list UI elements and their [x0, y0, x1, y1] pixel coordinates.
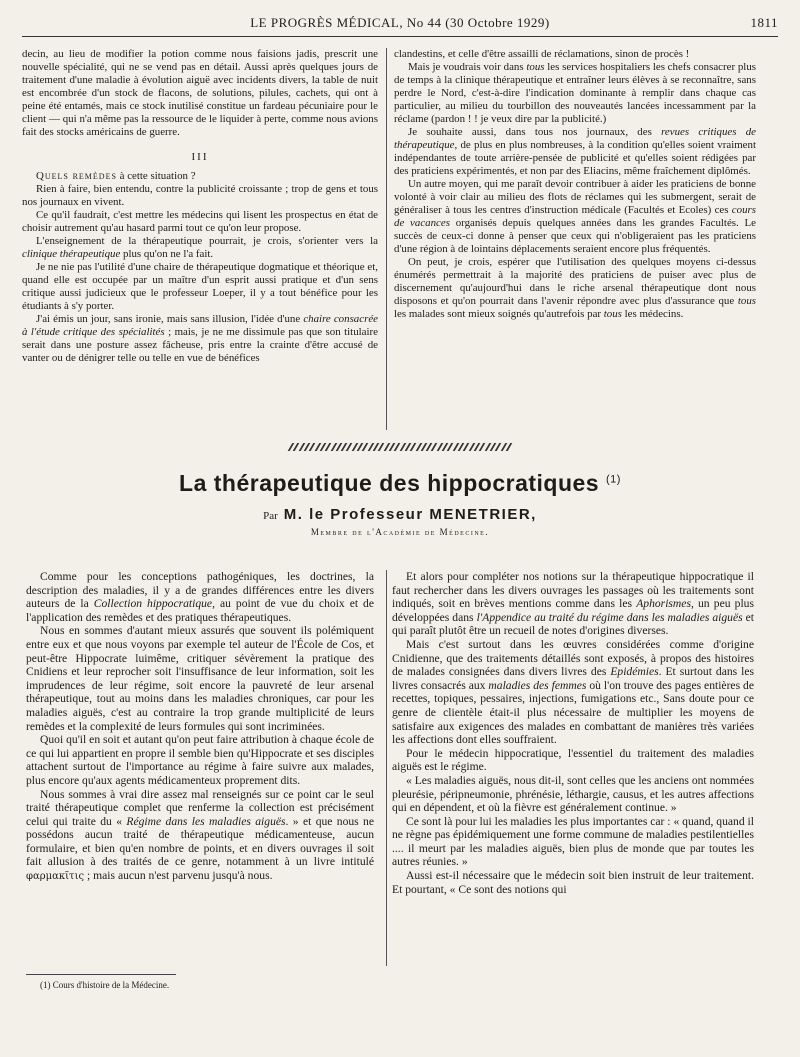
- paragraph: Mais je voudrais voir dans tous les services hospitaliers les chefs consacrer plus de temps à la clinique thérapeutique et entraîner leurs élèves à se reconnaître, sans perdre le Nord, c'est-à-dire l'indication dominante à remplir dans chaque cas particulier, au milieu du tourbillon des nouveautés lancées incessamment par la réclame (pardon ! ! je veux dire par la publicité.): [394, 61, 756, 125]
- top-left-column: [22, 48, 378, 365]
- running-head: [22, 12, 778, 37]
- byline: Par M. le Professeur MENETRIER,: [263, 506, 537, 523]
- paragraph: Quoi qu'il en soit et autant qu'on peut faire attribution à chaque école de ce qui lui appartient en propre il semble bien qu'Hippocrate et ses disciples attachent surtout de l'importance au régime à faire suivre aux malades, plus encore qu'aux agents médicamenteux proprement dits.: [26, 733, 374, 787]
- paragraph: L'enseignement de la thérapeutique pourrait, je crois, s'orienter vers la clinique thérapeutique plus qu'on ne l'a fait.: [22, 235, 378, 260]
- paragraph: Nous sommes à vrai dire assez mal renseignés sur ce point car le seul traité thérapeutique complet que renferme la collection est précisément celui qui traite du « Régime dans les maladies aiguës. » et que nous ne possédons aucun traité de thérapeutique médicamenteuse, aucun formulaire, et bien qu'en nombre de points, et en divers ouvrages il soit fait allusion à des traités de ce genre, notamment à un livre intitulé φαρμακῖτις ; mais aucun n'est parvenu jusqu'à nous.: [26, 787, 375, 883]
- paragraph: Un autre moyen, qui me paraît devoir contribuer à aider les praticiens de bonne volonté à voir clair au milieu des flots de réclames qui les submergent, serait de généraliser à tous les centres d'instruction médicale (Facultés et Ecoles) ces cours de vacances organisés depuis quelques années dans les grandes Facultés. Le succès de ceux-ci donne à penser que ceux qui n'obligeraient pas les praticiens d'une région à de lointains déplacements seraient encore plus fréquentés.: [394, 178, 756, 255]
- paragraph: Je ne nie pas l'utilité d'une chaire de thérapeutique dogmatique et théorique et, quand elle est occupée par un maître d'un esprit aussi pratique et d'un sens critique aussi judicieux que le professeur Loeper, il y a tout bénéfice pour les étudiants à s'y porter.: [22, 261, 378, 312]
- paragraph: Comme pour les conceptions pathogéniques, les doctrines, la description des maladies, il y a de grandes différences entre les divers auteurs de la Collection hippocratique, au point de vue du choix et de l'application des remèdes et des pratiques thérapeutiques.: [26, 570, 374, 624]
- paragraph: Rien à faire, bien entendu, contre la publicité croissante ; trop de gens et tous nos journaux en vivent.: [22, 183, 378, 208]
- paragraph: J'ai émis un jour, sans ironie, mais sans illusion, l'idée d'une chaire consacrée à l'étude critique des spécialités ; mais, je ne me dissimule pas que son titulaire serait dans une posture assez fâcheuse, pris entre la crainte d'être accusé de vanter ou de dénigrer telle ou telle en vue de bénéfices: [22, 313, 378, 364]
- footnote-marker: (1): [606, 473, 621, 486]
- paragraph: Nous en sommes d'autant mieux assurés que souvent ils polémiquent entre eux et que nous voyons par exemple tel auteur de l'École de Cos, et peut-être Hippocrate luimême, critiquer sévèrement la pratique des Cnidiens et leur reprocher soit l'insuffisance de leur information, soit les imprudences de leur régime, soit encore la pauvreté de leur arsenal thérapeutique, tout au moins dans les maladies chroniques, car pour les maladies aiguës, c'est au contraire la trop grande multiplicité de leurs remèdes et la complexité de leurs formules qui sont incriminées.: [26, 624, 374, 733]
- column-rule-top: [386, 48, 387, 430]
- footnote: (1) Cours d'histoire de la Médecine.: [40, 980, 170, 990]
- bottom-right-column: [392, 570, 754, 896]
- paragraph: Je souhaite aussi, dans tous nos journaux, des revues critiques de thérapeutique, de plus en plus nombreuses, à la condition qu'elles soient vraiment indépendantes de toute arrière-pensée de publicité et qu'elles soient rédigées par des praticiens expérimentés, et non par des Eliacins, même fraîchement diplômés.: [394, 126, 756, 177]
- section-number: III: [191, 151, 209, 163]
- paragraph: Quels remèdes à cette situation ?: [36, 170, 196, 182]
- paragraph: clandestins, et celle d'être assailli de réclamations, sinon de procès !: [394, 48, 690, 60]
- ornamental-divider: [290, 443, 510, 453]
- paragraph: Pour le médecin hippocratique, l'essentiel du traitement des maladies aiguës est le régime.: [392, 746, 754, 774]
- paragraph: On peut, je crois, espérer que l'utilisation des quelques moyens ci-dessus énumérés permettrait à la majorité des praticiens de puiser avec plus de discernement qu'aujourd'hui dans le riche arsenal thérapeutique dont nous disposons et qu'on pourrait dans l'avenir répondre avec plus d'assurance que tous les malades sont mieux soignés qu'autrefois par tous les médecins.: [394, 256, 756, 320]
- paragraph: decin, au lieu de modifier la potion comme nous faisions jadis, prescrit une nouvelle spécialité, qui ne se vend pas en détail. Aussi après quelques jours de traitement d'une maladie à évolution aiguë avec incidents divers, la table de nuit est encombrée d'un stock de flacons, de solutions, pilules, cachets, qui ont à peine été entamés, mais ce stock inutilisé constitue un fardeau pécuniaire pour le client — qui n'a même pas la ressource de le liquider à perte, comme nous avions fait des stocks américains de guerre.: [22, 48, 378, 138]
- paragraph: Et alors pour compléter nos notions sur la thérapeutique hippocratique il faut rechercher dans les divers ouvrages les passages où les traitements sont indiqués, soit en brèves mentions comme dans les Aphorismes, un peu plus développées dans l'Appendice au traité du régime dans les maladies aiguës et qui paraît plutôt être un recueil de notes d'origines diverses.: [392, 570, 754, 638]
- author-name: M. le Professeur MENETRIER,: [283, 506, 537, 523]
- article-title: La thérapeutique des hippocratiques $^{(1)}$: [179, 470, 621, 496]
- paragraph: Aussi est-il nécessaire que le médecin soit bien instruit de leur traitement. Et pourtant, « Ce sont des notions qui: [392, 869, 754, 896]
- journal-title: LE PROGRÈS MÉDICAL, No 44 (30 Octobre 1929): [250, 15, 550, 30]
- author-affiliation: Membre de l'Académie de Médecine.: [310, 527, 490, 537]
- bottom-left-column: [26, 570, 374, 884]
- page-number: 1811: [750, 15, 778, 30]
- paragraph: Ce sont là pour lui les maladies les plus importantes car : « quand, quand il ne règne pas épidémiquement une forme commune de maladies pestilentielles .... il meurt par les maladies aiguës, bien plus de monde que par toutes les autres réunies. »: [392, 814, 754, 869]
- paragraph: Ce qu'il faudrait, c'est mettre les médecins qui lisent les prospectus en état de choisir autrement qu'au hasard parmi tout ce qu'on leur propose.: [22, 209, 378, 234]
- paragraph: Mais c'est surtout dans les œuvres considérées comme d'origine Cnidienne, que des traitements détaillés sont exposés, à propos des histoires de malades consignées dans divers livres des Epidémies. Et surtout dans les livres consacrés aux maladies des femmes où l'on trouve des pages entières de recettes, topiques, pessaires, injections, fumigations etc., Sans doute pour ce genre de clientèle était-il plus nécessaire de multiplier les moyens de satisfaire aux exigences des malades en combattant de manières très variées les affections dont elles souffraient.: [392, 637, 754, 747]
- footnote-rule: [26, 974, 176, 975]
- paragraph: « Les maladies aiguës, nous dit-il, sont celles que les anciens ont nommées pleurésie, péripneumonie, phrénésie, léthargie, causus, et les autres affections qui en dépendent, et où la fièvre est généralement continue. »: [392, 773, 754, 815]
- column-rule-bottom: [386, 570, 387, 966]
- top-right-column: [394, 48, 756, 321]
